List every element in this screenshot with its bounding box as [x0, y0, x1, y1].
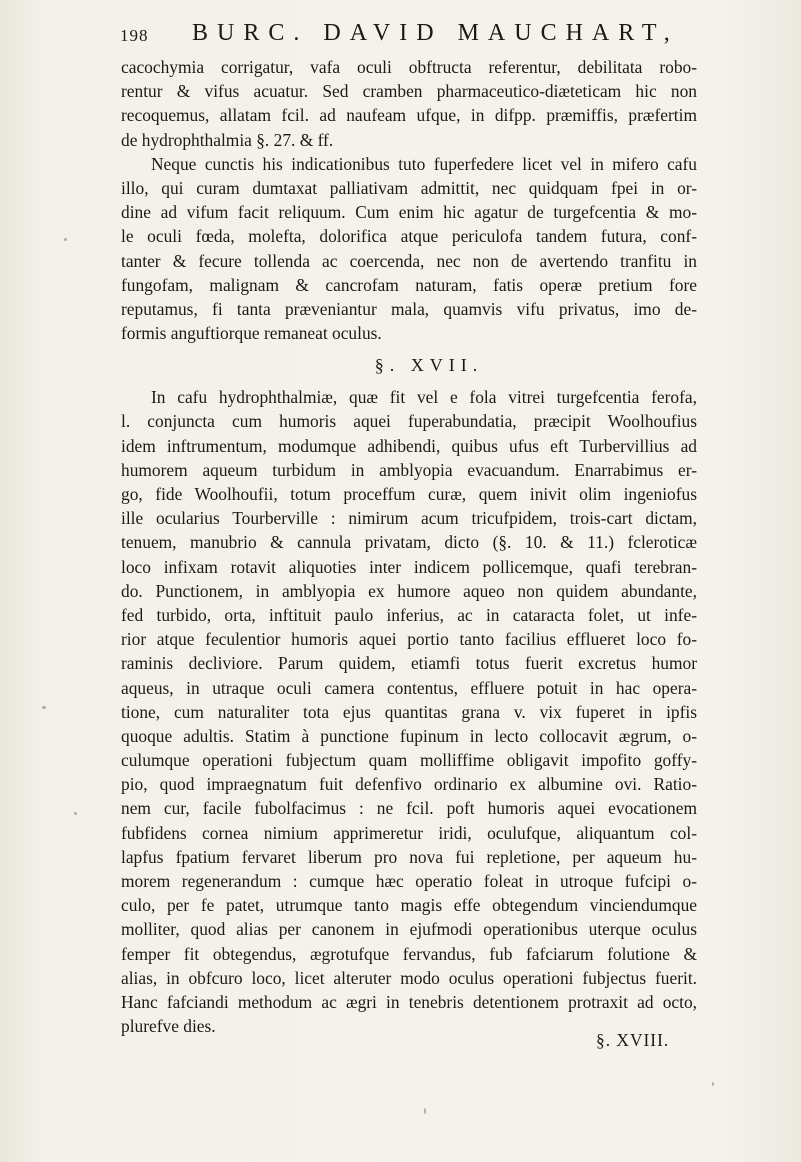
text-line: cacochymia corrigatur, vafa oculi obftructa referentur, debilitata robo- — [121, 57, 697, 77]
text-line: aqueus, in utraque oculi camera contentus, effluere potuit in hac opera- — [121, 677, 697, 698]
text-line: humorem aqueum turbidum in amblyopia evacuandum. Enarrabimus er- — [121, 459, 697, 480]
text-line: pio, quod impraegnatum fuit defenfivo ordinario ex albumine ovi. Ratio- — [121, 774, 697, 795]
text-line: morem regenerandum : cumque hæc operatio foleat in utroque fufcipi o- — [121, 871, 697, 891]
text-line: plurefve dies. — [121, 1016, 216, 1037]
text-line: le oculi fœda, molefta, dolorifica atque periculofa tandem futura, conf- — [121, 226, 697, 247]
next-section-catchword: §. XVIII. — [596, 1030, 670, 1050]
page-number: 198 — [120, 26, 149, 45]
text-line: l. conjuncta cum humoris aquei fuperabundatia, præcipit Woolhoufius — [121, 411, 697, 432]
text-line: Neque cunctis his indicationibus tuto fuperfedere licet vel in mifero cafu — [151, 153, 697, 174]
paper-speck — [42, 706, 46, 709]
text-line: recoquemus, allatam fcil. ad naufeam ufque, in difpp. præmiffis, præfertim — [121, 105, 697, 126]
text-line: femper fit obtegendus, ægrotufque fervandus, fub fafciarum folutione & — [121, 943, 697, 964]
text-line: fed turbido, orta, inftituit paulo inferius, ac in cataracta folet, ut infe- — [121, 604, 697, 625]
text-line: tanter & fecure tollenda ac coercenda, nec non de avertendo tranfitu in — [121, 250, 697, 271]
text-line: fungofam, malignam & cancrofam naturam, fatis operæ pretium fore — [121, 274, 697, 295]
text-line: formis anguftiorque remaneat oculus. — [121, 323, 382, 344]
text-line: Hanc fafciandi methodum ac ægri in tenebris detentionem protraxit ad octo, — [121, 991, 697, 1012]
text-line: illo, qui curam dumtaxat palliativam admittit, nec quidquam fpei in or- — [121, 177, 697, 198]
text-line: do. Punctionem, in amblyopia ex humore aqueo non quidem abundante, — [121, 580, 697, 601]
text-line: In cafu hydrophthalmiæ, quæ fit vel e fola vitrei turgefcentia ferofa, — [151, 387, 697, 408]
text-line: ille ocularius Tourberville : nimirum acum tricufpidem, trois-cart dictam, — [121, 508, 697, 529]
text-line: reputamus, fi tanta præveniantur mala, quamvis vifu privatus, imo de- — [121, 298, 697, 319]
paper-speck — [424, 1108, 426, 1114]
text-line: go, fide Woolhoufii, totum proceffum curæ, quem inivit olim ingeniofus — [121, 484, 697, 504]
text-line: lapfus fpatium fervaret liberum pro nova fui repletione, per aqueum hu- — [121, 846, 697, 867]
text-line: rentur & vifus acuatur. Sed cramben pharmaceutico-diæteticam hic non — [121, 81, 697, 102]
page-header — [120, 16, 690, 48]
text-line: loco infixam rotavit aliquoties inter indicem pollicemque, quafi terebran- — [121, 556, 697, 577]
text-line: de hydrophthalmia §. 27. & ff. — [121, 129, 334, 150]
text-line: tione, cum naturaliter tota ejus quantitas grana v. vix fuperet in ipfis — [121, 701, 697, 722]
paper-speck — [712, 1082, 714, 1086]
running-head: BURC. DAVID MAUCHART, — [192, 20, 679, 46]
text-line: dine ad vifum facit reliquum. Cum enim hic agatur de turgefcentia & mo- — [121, 202, 697, 223]
text-line: quoque adultis. Statim à punctione fupinum in lecto collocavit ægrum, o- — [121, 725, 697, 746]
text-line: culo, per fe patet, utrumque tanto magis effe obtegendum vinciendumque — [121, 895, 697, 916]
body-text — [121, 55, 697, 1038]
text-line: nem cur, facile fubolfacimus : ne fcil. poft humoris aquei evocationem — [121, 798, 697, 819]
text-line: tenuem, manubrio & cannula privatam, dicto (§. 10. & 11.) fcleroticæ — [121, 532, 697, 553]
text-line: rior atque feculentior humoris aquei portio tanto facilius efflueret loco fo- — [121, 629, 697, 650]
text-line: fubfidens cornea nimium apprimeretur iridi, oculufque, aliquantum col- — [121, 822, 697, 843]
text-line: culumque operationi fubjectum quam molliffime obligavit impofito goffy- — [121, 750, 697, 771]
text-line: molliter, quod alias per canonem in ejufmodi operationibus uterque oculus — [121, 919, 697, 940]
section-heading: §. XVII. — [374, 355, 484, 376]
paper-speck — [74, 812, 77, 815]
paper-speck — [64, 238, 67, 241]
text-line: raminis decliviore. Parum quidem, etiamfi totus fuerit excretus humor — [121, 653, 697, 674]
text-line: idem inftrumentum, modumque adhibendi, quibus ufus eft Turbervillius ad — [121, 435, 697, 456]
text-line: alias, in obfcuro loco, licet alteruter modo oculus operationi fubjectus fuerit. — [121, 967, 697, 988]
